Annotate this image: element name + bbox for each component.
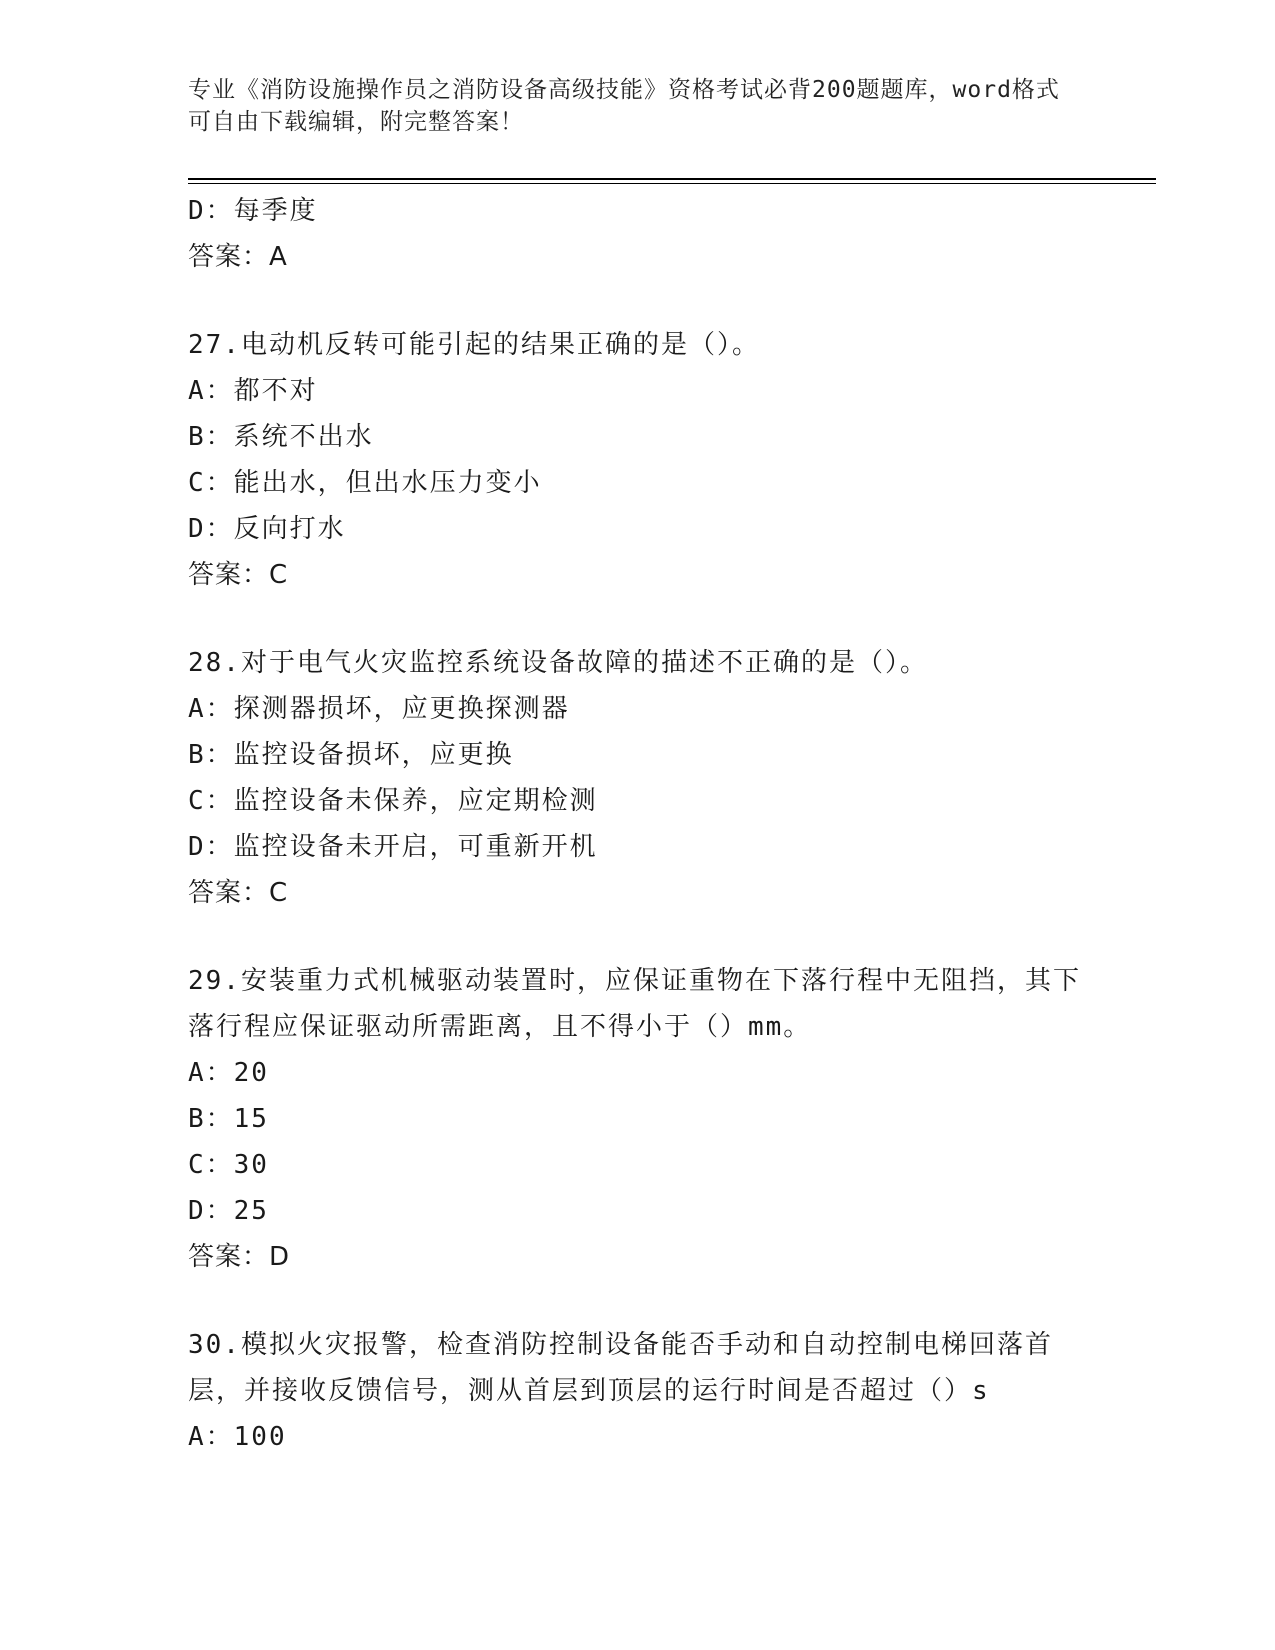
question-29	[188, 958, 1088, 1280]
question-stem: 28.对于电气火灾监控系统设备故障的描述不正确的是（）。	[188, 648, 928, 678]
fragment-answer: 答案：A	[188, 242, 288, 272]
option-c: C：30	[188, 1150, 269, 1180]
answer-line: 答案：D	[188, 1242, 291, 1272]
option-a: A：都不对	[188, 376, 318, 406]
option-a: A：20	[188, 1058, 269, 1088]
option-d: D：监控设备未开启，可重新开机	[188, 832, 598, 862]
question-stem: 27.电动机反转可能引起的结果正确的是（）。	[188, 330, 760, 360]
spacer	[188, 916, 1088, 958]
answer-line: 答案：C	[188, 878, 289, 908]
spacer	[188, 1280, 1088, 1322]
question-stem: 29.安装重力式机械驱动装置时，应保证重物在下落行程中无阻挡，其下落行程应保证驱动所需距离，且不得小于（）mm。	[188, 966, 1081, 1042]
page-header: 专业《消防设施操作员之消防设备高级技能》资格考试必背200题题库，word格式可自由下载编辑，附完整答案！	[188, 77, 1060, 135]
fragment-option-d: D：每季度	[188, 196, 318, 226]
option-b: B：15	[188, 1104, 269, 1134]
spacer	[188, 280, 1088, 322]
question-list	[188, 188, 1088, 1460]
option-c: C：能出水，但出水压力变小	[188, 468, 542, 498]
question-27	[188, 322, 1088, 598]
option-b: B：监控设备损坏，应更换	[188, 740, 514, 770]
option-d: D：25	[188, 1196, 269, 1226]
question-28	[188, 640, 1088, 916]
option-d: D：反向打水	[188, 514, 346, 544]
header-rule	[188, 178, 1156, 184]
spacer	[188, 598, 1088, 640]
question-30	[188, 1322, 1088, 1460]
option-a: A：探测器损坏，应更换探测器	[188, 694, 570, 724]
answer-line: 答案：C	[188, 560, 289, 590]
question-stem: 30.模拟火灾报警，检查消防控制设备能否手动和自动控制电梯回落首层，并接收反馈信号，测从首层到顶层的运行时间是否超过（）s	[188, 1330, 1053, 1406]
option-b: B：系统不出水	[188, 422, 374, 452]
option-c: C：监控设备未保养，应定期检测	[188, 786, 598, 816]
option-a: A：100	[188, 1422, 287, 1452]
